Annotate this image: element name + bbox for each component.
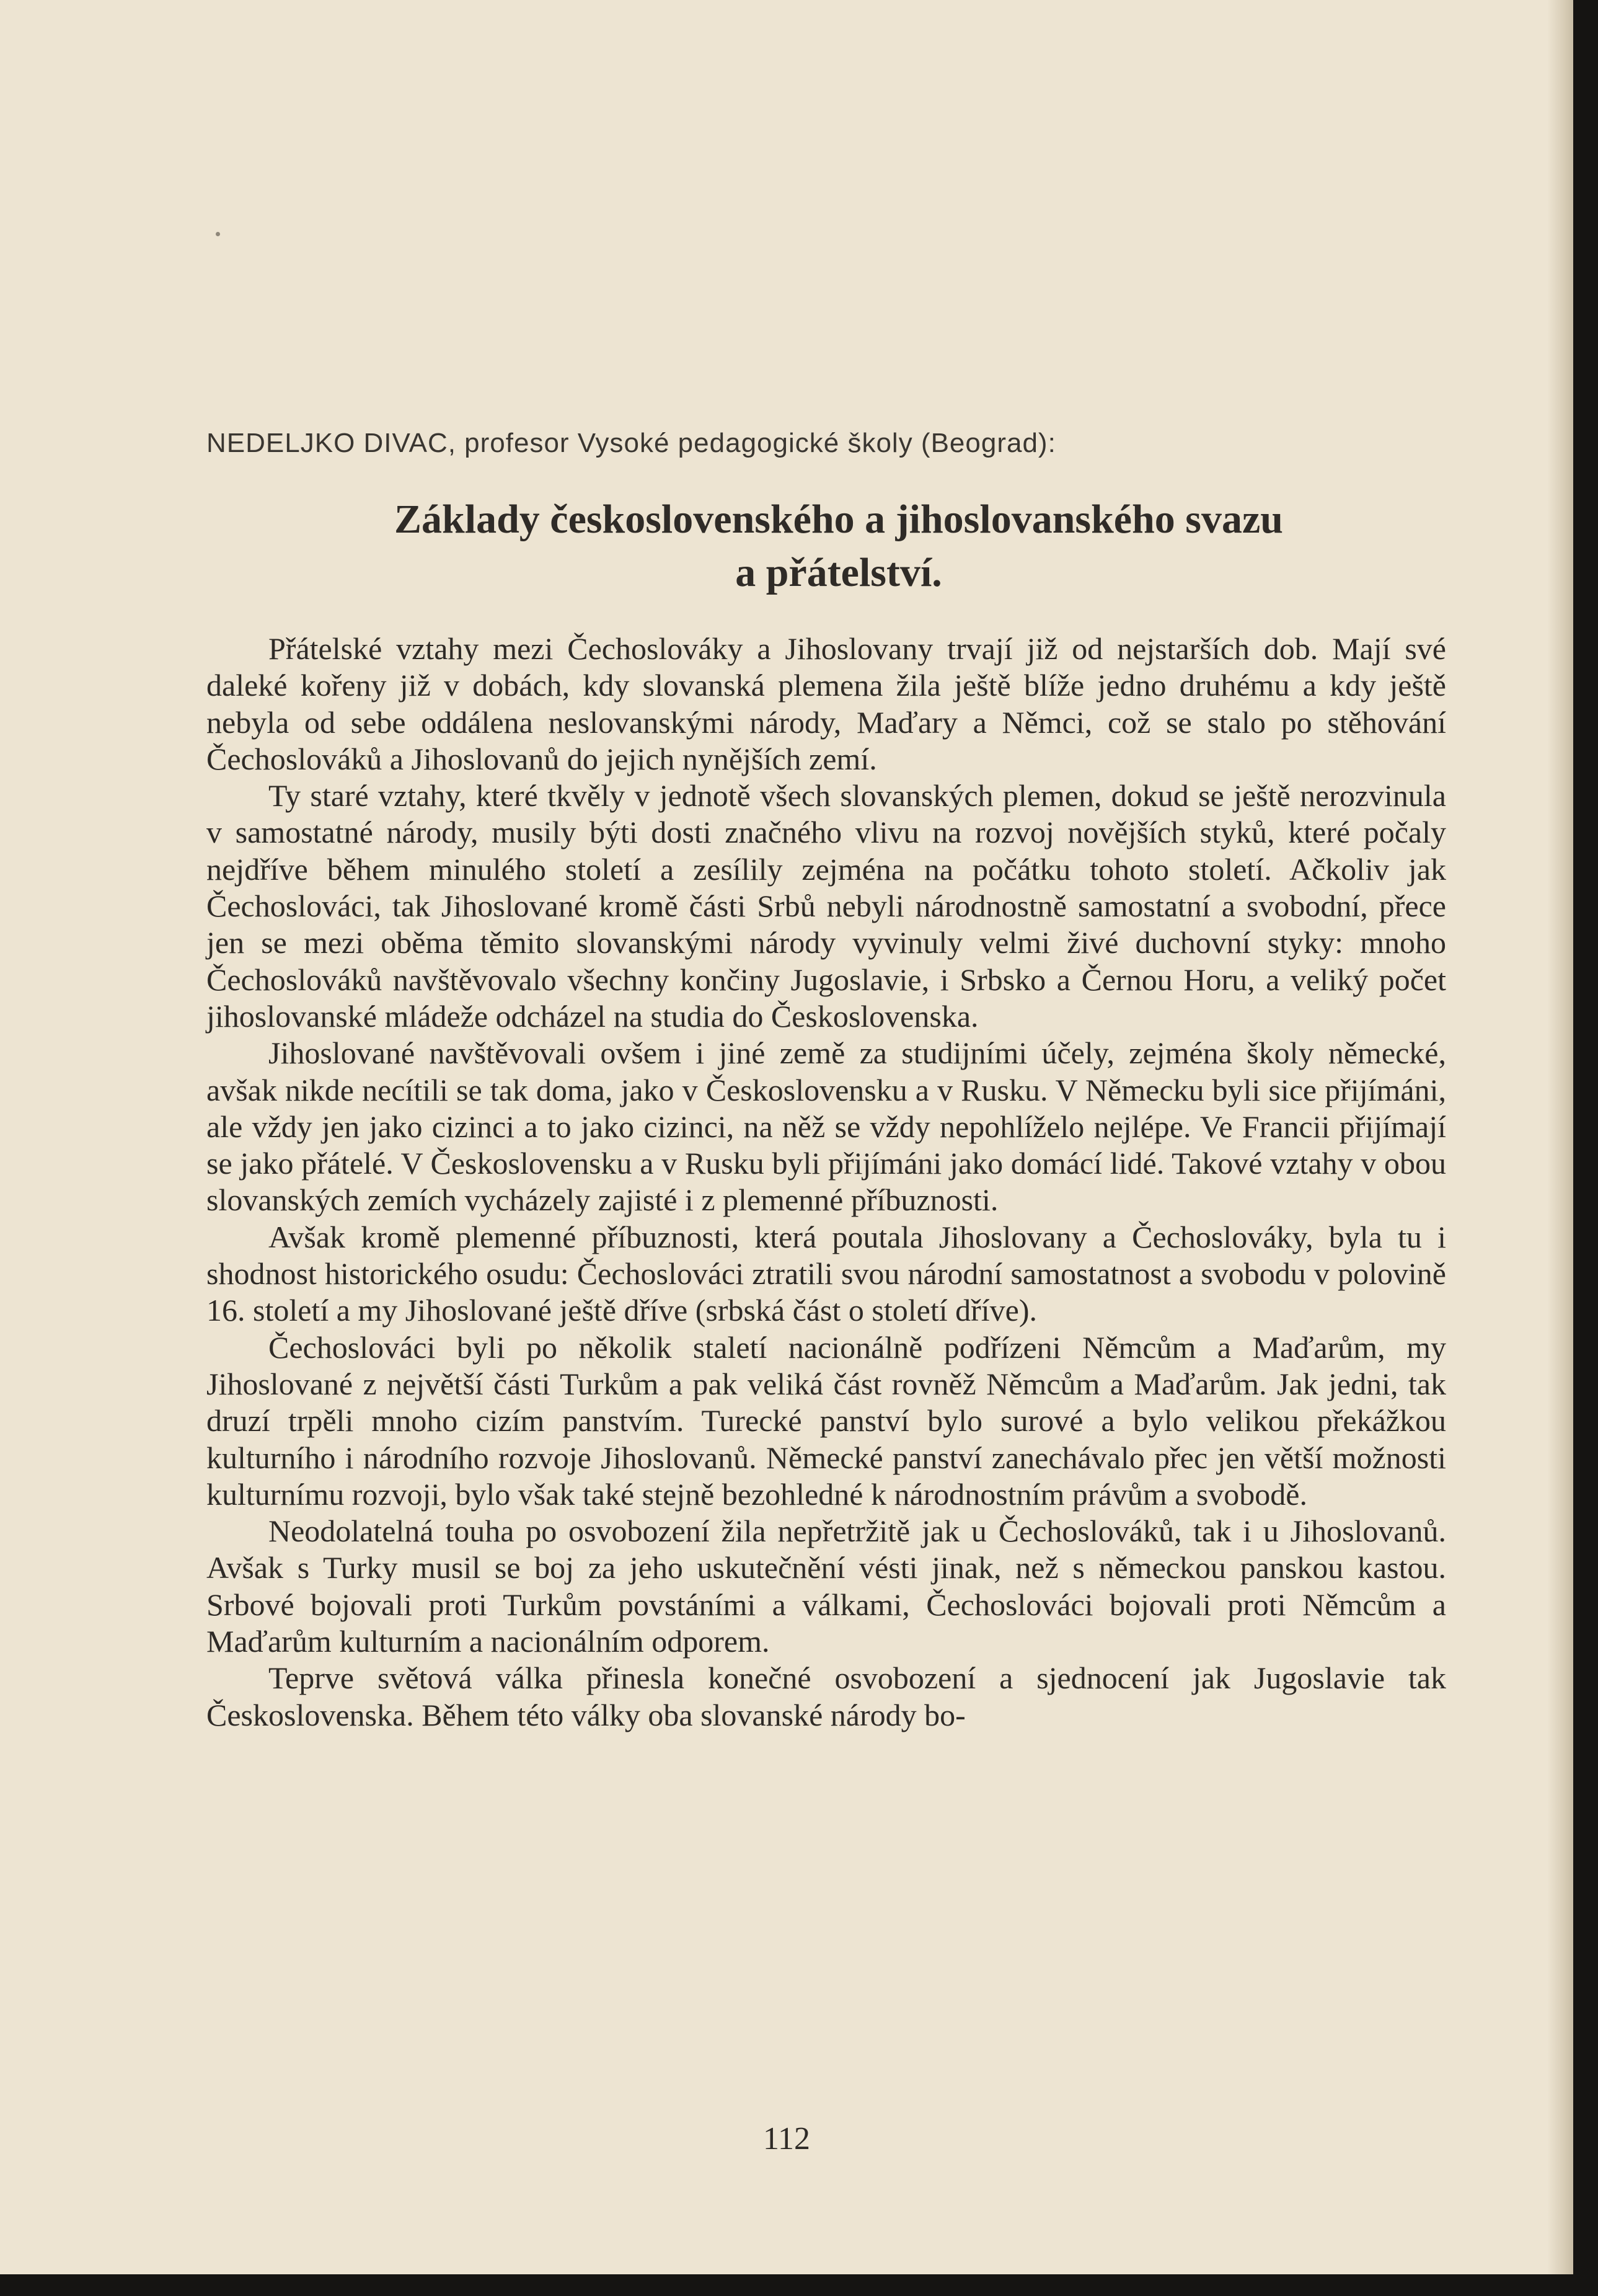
article-body — [206, 631, 1446, 1734]
page-binding-shadow — [1547, 0, 1573, 2274]
paragraph-5: Čechoslováci byli po několik staletí nacionálně podřízeni Němcům a Maďarům, my Jihoslované z největší části Turkům a pak veliká část rovněž Němcům a Maďarům. Jak jedni, tak druzí trpěli mnoho cizím panstvím. Turecké panství bylo surové a bylo velikou překážkou kulturního i národního rozvoje Jihoslovanů. Německé panství zanechávalo přec jen větší možnosti kulturnímu rozvoji, bylo však také stejně bezohledné k národnostním právům a svobodě. — [206, 1329, 1446, 1512]
paragraph-1: Přátelské vztahy mezi Čechoslováky a Jihoslovany trvají již od nejstarších dob. Mají své daleké kořeny již v dobách, kdy slovanská plemena žila ještě blíže jedno druhému a kdy ještě nebyla od sebe oddálena neslovanskými národy, Maďary a Němci, což se stalo po stěhování Čechoslováků a Jihoslovanů do jejich nynějších zemí. — [206, 631, 1446, 776]
article-title-line-2: a přátelství. — [735, 550, 942, 595]
paragraph-3: Jihoslované navštěvovali ovšem i jiné země za studijními účely, zejména školy německé, avšak nikde necítili se tak doma, jako v Československu a v Rusku. V Německu byli sice přijímáni, ale vždy jen jako cizinci a to jako cizinci, na něž se vždy nepohlíželo nejlépe. Ve Francii přijímají se jako přátelé. V Československu a v Rusku byli přijímáni jako domácí lidé. Takové vztahy v obou slovanských zemích vycházely zajisté i z plemenné příbuznosti. — [206, 1035, 1446, 1218]
page-number: 112 — [762, 2121, 811, 2156]
article-title — [206, 493, 1471, 600]
author-byline: NEDELJKO DIVAC, profesor Vysoké pedagogické školy (Beograd): — [206, 428, 1056, 458]
paragraph-4: Avšak kromě plemenné příbuznosti, která poutala Jihoslovany a Čechoslováky, byla tu i shodnost historického osudu: Čechoslováci ztratili svou národní samostatnost a svobodu v polovině 16. století a my Jihoslované ještě dříve (srbská část o století dříve). — [206, 1219, 1446, 1328]
paragraph-7: Teprve světová válka přinesla konečné osvobození a sjednocení jak Jugoslavie tak Československa. Během této války oba slovanské národy bo- — [206, 1660, 1446, 1732]
paragraph-2: Ty staré vztahy, které tkvěly v jednotě všech slovanských plemen, dokud se ještě nerozvinula v samostatné národy, musily býti dosti značného vlivu na rozvoj novějších styků, které počaly nejdříve během minulého století a zesílily zejména na počátku tohoto století. Ačkoliv jak Čechoslováci, tak Jihoslované kromě části Srbů nebyli národnostně samostatní a svobodní, přece jen se mezi oběma těmito slovanskými národy vyvinuly velmi živé duchovní styky: mnoho Čechoslováků navštěvovalo všechny končiny Jugoslavie, i Srbsko a Černou Horu, a veliký počet jihoslovanské mládeže odcházel na studia do Československa. — [206, 778, 1446, 1034]
scan-edge-bottom — [0, 2274, 1598, 2296]
scan-edge-right — [1573, 0, 1598, 2296]
article-title-line-1: Základy československého a jihoslovanského svazu — [394, 497, 1283, 542]
paper-speck — [216, 232, 220, 236]
paragraph-6: Neodolatelná touha po osvobození žila nepřetržitě jak u Čechoslováků, tak i u Jihoslovanů. Avšak s Turky musil se boj za jeho uskutečnění vésti jinak, než s německou panskou kastou. Srbové bojovali proti Turkům povstáními a válkami, Čechoslováci bojovali proti Němcům a Maďarům kulturním a nacionálním odporem. — [206, 1514, 1446, 1659]
